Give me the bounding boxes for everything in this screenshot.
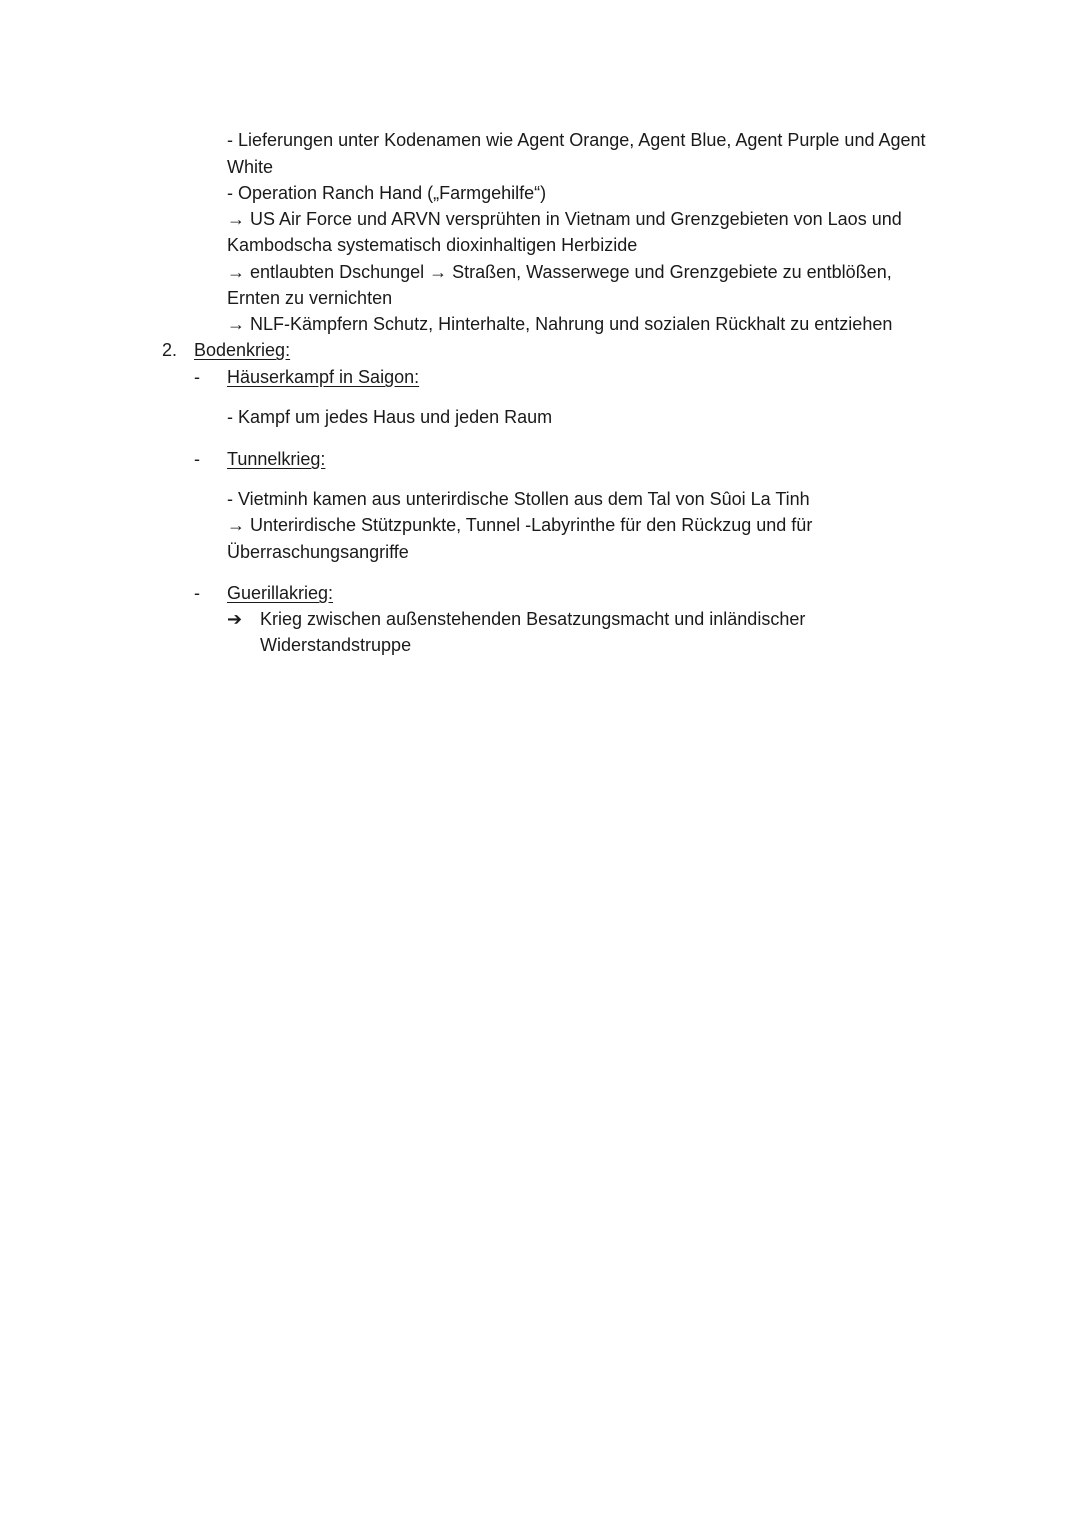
text-line: Ernten zu vernichten [227, 288, 393, 308]
list-bullet: - [194, 449, 200, 469]
text-line: Überraschungsangriffe [227, 542, 409, 562]
list-bullet: - [194, 583, 200, 603]
list-bullet: - [194, 367, 200, 387]
text-line: White [227, 157, 274, 177]
section-heading: Bodenkrieg: [194, 340, 291, 360]
text-line: - Operation Ranch Hand („Farmgehilfe“) [227, 183, 547, 203]
list-number: 2. [162, 340, 178, 360]
subsection-heading: Tunnelkrieg: [227, 449, 326, 469]
subsection-heading: Guerillakrieg: [227, 583, 334, 603]
text-line: - Vietminh kamen aus unterirdische Stollen aus dem Tal von Sûoi La Tinh [227, 489, 810, 509]
text-line: - Lieferungen unter Kodenamen wie Agent Orange, Agent Blue, Agent Purple und Agent [227, 130, 926, 150]
arrow-icon: ➔ [227, 609, 243, 629]
text-line: Widerstandstruppe [260, 635, 412, 655]
text-line: → US Air Force und ARVN versprühten in Vietnam und Grenzgebieten von Laos und [227, 209, 902, 229]
text-line: Krieg zwischen außenstehenden Besatzungsmacht und inländischer [260, 609, 806, 629]
subsection-heading: Häuserkampf in Saigon: [227, 367, 420, 387]
text-line: → entlaubten Dschungel → Straßen, Wasserwege und Grenzgebiete zu entblößen, [227, 262, 892, 282]
text-line: → Unterirdische Stützpunkte, Tunnel -Labyrinthe für den Rückzug und für [227, 515, 813, 535]
text-line: Kambodscha systematisch dioxinhaltigen Herbizide [227, 235, 638, 255]
text-line: - Kampf um jedes Haus und jeden Raum [227, 407, 553, 427]
text-line: → NLF-Kämpfern Schutz, Hinterhalte, Nahrung und sozialen Rückhalt zu entziehen [227, 314, 893, 334]
